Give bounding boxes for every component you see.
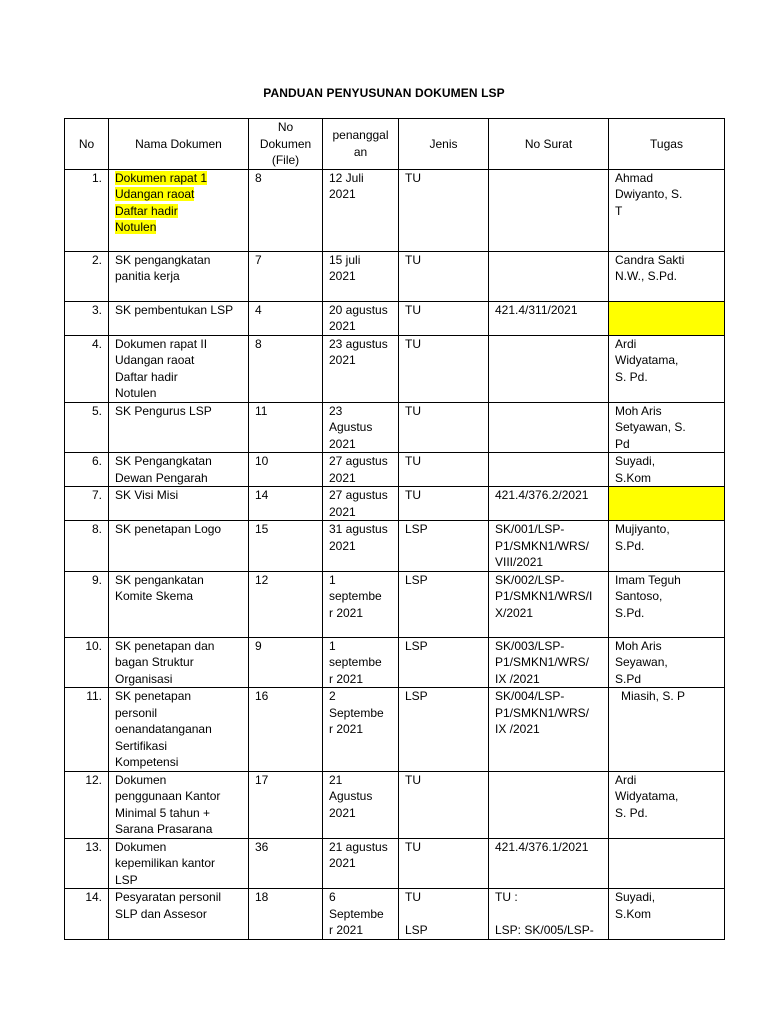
document-type <box>399 335 489 402</box>
document-date <box>323 771 399 838</box>
file-number: 9 <box>249 637 323 688</box>
document-date-line: 21 agustus <box>329 839 388 854</box>
assigned-person <box>609 771 725 838</box>
assigned-person-line: Setyawan, S. <box>615 420 686 434</box>
document-name-line: Sertifikasi <box>115 738 168 753</box>
letter-number <box>489 301 609 335</box>
document-name-line: Dewan Pengarah <box>115 470 208 485</box>
document-name-line <box>115 186 242 203</box>
document-name-line: SK Pengurus LSP <box>115 403 212 418</box>
document-date-line: 2 <box>329 689 336 703</box>
document-type <box>399 402 489 453</box>
document-name-line: Dokumen <box>115 772 167 787</box>
file-number: 17 <box>249 771 323 838</box>
document-date <box>323 169 399 251</box>
letter-number <box>489 521 609 572</box>
row-number: 3. <box>65 301 109 335</box>
document-name-line: Dokumen <box>115 839 167 854</box>
assigned-person <box>609 838 725 889</box>
letter-number-line: IX /2021 <box>495 722 540 736</box>
letter-number-line <box>495 906 602 922</box>
letter-number <box>489 251 609 301</box>
document-type <box>399 487 489 521</box>
assigned-person-line: Ardi <box>615 336 637 351</box>
table-row <box>65 453 725 487</box>
document-title: PANDUAN PENYUSUNAN DOKUMEN LSP <box>263 86 505 100</box>
letter-number <box>489 402 609 453</box>
table-row <box>65 301 725 335</box>
document-type <box>399 301 489 335</box>
assigned-person <box>609 301 725 335</box>
assigned-person-line: Moh Aris <box>615 403 662 418</box>
document-name-line: Daftar hadir <box>115 369 178 384</box>
assigned-person <box>609 688 725 772</box>
document-type <box>399 771 489 838</box>
letter-number <box>489 335 609 402</box>
document-date <box>323 838 399 889</box>
table-row <box>65 771 725 838</box>
document-name <box>109 251 249 301</box>
file-number: 18 <box>249 889 323 940</box>
document-date-line: r 2021 <box>329 605 364 620</box>
table-body <box>65 169 725 939</box>
letter-number-line: X/2021 <box>495 605 534 620</box>
letter-number-line: P1/SMKN1/WRS/ <box>495 655 590 669</box>
document-name-line: oenandatanganan <box>115 722 212 736</box>
assigned-person-line: Seyawan, <box>615 655 668 669</box>
table-row <box>65 571 725 637</box>
document-date <box>323 637 399 688</box>
document-date-line: 2021 <box>329 187 356 201</box>
header-penanggalan-line: penanggal <box>332 128 389 143</box>
document-name-line: Sarana Prasarana <box>115 822 213 836</box>
document-type <box>399 838 489 889</box>
document-name-line-highlight: Notulen <box>115 220 157 234</box>
document-date-line: 20 agustus <box>329 302 388 317</box>
assigned-person-line: Ahmad <box>615 170 654 185</box>
assigned-person-line: S.Kom <box>615 470 652 485</box>
header-no-dokumen <box>249 119 323 170</box>
header-no-surat: No Surat <box>489 119 609 170</box>
table-row <box>65 688 725 772</box>
assigned-person <box>609 335 725 402</box>
document-name-line-highlight: Daftar hadir <box>115 203 178 218</box>
letter-number <box>489 688 609 772</box>
document-type <box>399 688 489 772</box>
document-date <box>323 251 399 301</box>
assigned-person-line: N.W., S.Pd. <box>615 269 678 283</box>
header-penanggalan-line: an <box>353 144 368 159</box>
assigned-person <box>609 487 725 521</box>
document-type-line: TU <box>405 454 421 468</box>
file-number: 8 <box>249 335 323 402</box>
document-type <box>399 637 489 688</box>
document-date-line: 23 <box>329 403 343 418</box>
assigned-person-line: S.Pd. <box>615 605 645 620</box>
document-date-line: 31 agustus <box>329 522 388 536</box>
document-date <box>323 688 399 772</box>
document-name-line: SLP dan Assesor <box>115 906 207 921</box>
document-type-line: TU <box>405 839 421 854</box>
document-date-line: r 2021 <box>329 671 364 686</box>
assigned-person <box>609 169 725 251</box>
document-name-line: Dokumen rapat II <box>115 336 208 351</box>
file-number: 11 <box>249 402 323 453</box>
assigned-person-line: Mujiyanto, <box>615 522 670 536</box>
table-row <box>65 251 725 301</box>
assigned-person <box>609 571 725 637</box>
document-date-line: 2021 <box>329 856 356 870</box>
document-date-line: Septembe <box>329 906 384 921</box>
document-name-line <box>115 219 242 236</box>
document-date-line: 2021 <box>329 353 356 367</box>
letter-number-line: SK/004/LSP- <box>495 689 565 703</box>
document-date-line: 2021 <box>329 436 356 451</box>
document-name <box>109 889 249 940</box>
document-date-line: 2021 <box>329 319 356 333</box>
document-name <box>109 571 249 637</box>
document-date-line: 2021 <box>329 538 356 553</box>
letter-number-line: 421.4/376.2/2021 <box>495 488 589 502</box>
document-date-line: Agustus <box>329 420 373 434</box>
header-no-dokumen-line: Dokumen <box>259 136 312 151</box>
row-number: 11. <box>65 688 109 772</box>
assigned-person-line: S.Pd. <box>615 538 645 553</box>
document-name <box>109 637 249 688</box>
assigned-person-line: Suyadi, <box>615 890 656 904</box>
assigned-person-line: Miasih, S. P <box>621 689 686 703</box>
document-type-line: TU <box>405 170 421 185</box>
document-type <box>399 889 489 940</box>
document-type-line: LSP <box>405 522 428 536</box>
document-name-line-highlight: Dokumen rapat 1 <box>115 170 208 185</box>
document-name-line: SK pengangkatan <box>115 252 211 267</box>
header-no-dokumen-line: No <box>277 120 294 134</box>
file-number: 7 <box>249 251 323 301</box>
assigned-person <box>609 402 725 453</box>
document-name-line: SK pengankatan <box>115 572 204 587</box>
document-type <box>399 453 489 487</box>
letter-number-line: TU : <box>495 890 518 904</box>
assigned-person-line: Santoso, <box>615 589 663 603</box>
document-name-line: Organisasi <box>115 671 173 686</box>
document-date <box>323 571 399 637</box>
row-number: 6. <box>65 453 109 487</box>
row-number: 10. <box>65 637 109 688</box>
document-name-line: Pesyaratan personil <box>115 890 222 904</box>
document-name <box>109 402 249 453</box>
assigned-person-line: Candra Sakti <box>615 252 685 267</box>
letter-number-line: VIII/2021 <box>495 555 544 569</box>
document-name-line: LSP <box>115 872 138 887</box>
document-name-line: personil <box>115 705 158 720</box>
letter-number-line: SK/001/LSP- <box>495 522 565 536</box>
letter-number-line: 421.4/376.1/2021 <box>495 839 589 854</box>
document-date-line: 27 agustus <box>329 454 388 468</box>
letter-number-line: LSP: SK/005/LSP- <box>495 922 594 937</box>
document-date-line: Agustus <box>329 789 373 803</box>
file-number: 8 <box>249 169 323 251</box>
assigned-person <box>609 637 725 688</box>
document-type-line: LSP <box>405 638 428 653</box>
document-date <box>323 487 399 521</box>
row-number: 1. <box>65 169 109 251</box>
row-number: 13. <box>65 838 109 889</box>
document-date-line: 12 Juli <box>329 170 364 185</box>
document-type-line <box>405 906 482 922</box>
document-name-line: Minimal 5 tahun + <box>115 805 211 820</box>
row-number: 4. <box>65 335 109 402</box>
document-name-line: SK pembentukan LSP <box>115 302 234 317</box>
assigned-person-line: Ardi <box>615 772 637 787</box>
document-type-line: LSP <box>405 689 428 703</box>
document-name <box>109 771 249 838</box>
assigned-person-line: Widyatama, <box>615 353 679 367</box>
document-table <box>64 118 725 940</box>
letter-number <box>489 838 609 889</box>
document-name-line: penggunaan Kantor <box>115 789 221 803</box>
file-number: 15 <box>249 521 323 572</box>
assigned-person-line: Suyadi, <box>615 454 656 468</box>
letter-number <box>489 571 609 637</box>
assigned-person-line: S.Pd <box>615 671 642 686</box>
document-date-line: 2021 <box>329 805 356 820</box>
document-name <box>109 487 249 521</box>
document-date-line: 1 <box>329 638 336 653</box>
row-number: 14. <box>65 889 109 940</box>
header-nama-dokumen: Nama Dokumen <box>109 119 249 170</box>
document-name <box>109 521 249 572</box>
document-date <box>323 453 399 487</box>
document-date-line: 21 <box>329 772 343 787</box>
document-name-line: SK Visi Misi <box>115 488 179 502</box>
document-name-line: kepemilikan kantor <box>115 856 216 870</box>
document-name-line <box>115 203 242 220</box>
document-name-line: panitia kerja <box>115 269 180 283</box>
document-type-line: TU <box>405 772 421 787</box>
document-name-line: SK penetapan Logo <box>115 522 222 536</box>
header-tugas: Tugas <box>609 119 725 170</box>
file-number: 10 <box>249 453 323 487</box>
assigned-person-line: Widyatama, <box>615 789 679 803</box>
row-number: 12. <box>65 771 109 838</box>
header-no-dokumen-line: (File) <box>271 153 300 167</box>
document-type <box>399 521 489 572</box>
letter-number <box>489 453 609 487</box>
document-date-line: septembe <box>329 589 382 603</box>
table-row <box>65 169 725 251</box>
table-row <box>65 402 725 453</box>
document-name-line: Udangan raoat <box>115 353 195 367</box>
row-number: 2. <box>65 251 109 301</box>
document-date-line: 1 <box>329 572 336 587</box>
assigned-person-line: S.Kom <box>615 906 652 921</box>
header-no: No <box>65 119 109 170</box>
assigned-person-line: S. Pd. <box>615 369 648 384</box>
letter-number <box>489 169 609 251</box>
file-number: 36 <box>249 838 323 889</box>
document-name-line: Notulen <box>115 386 157 400</box>
document-date <box>323 521 399 572</box>
document-name <box>109 301 249 335</box>
assigned-person <box>609 889 725 940</box>
assigned-person-line: Pd <box>615 436 630 451</box>
table-row <box>65 637 725 688</box>
letter-number <box>489 487 609 521</box>
assigned-person-line: Moh Aris <box>615 638 662 653</box>
letter-number-line: P1/SMKN1/WRS/ <box>495 538 590 553</box>
header-jenis: Jenis <box>399 119 489 170</box>
document-type-line: TU <box>405 403 421 418</box>
document-date-line: 2021 <box>329 504 356 519</box>
document-date-line: 15 juli <box>329 252 361 267</box>
document-date-line: 2021 <box>329 470 356 485</box>
assigned-person <box>609 521 725 572</box>
letter-number-line: P1/SMKN1/WRS/ <box>495 705 590 720</box>
document-name-line-highlight: Udangan raoat <box>115 187 195 201</box>
table-row <box>65 487 725 521</box>
document-date <box>323 301 399 335</box>
document-name <box>109 453 249 487</box>
file-number: 12 <box>249 571 323 637</box>
document-date-line: septembe <box>329 655 382 669</box>
assigned-person-line: T <box>615 203 623 218</box>
document-date-line: 23 agustus <box>329 336 388 351</box>
letter-number-line: 421.4/311/2021 <box>495 302 578 317</box>
document-type <box>399 169 489 251</box>
document-name <box>109 169 249 251</box>
row-number: 5. <box>65 402 109 453</box>
table-header-row <box>65 119 725 170</box>
table-row <box>65 838 725 889</box>
document-type-line: TU <box>405 488 421 502</box>
document-type-line: LSP <box>405 572 428 587</box>
assigned-person-line: S. Pd. <box>615 805 648 820</box>
document-type-line: TU <box>405 336 421 351</box>
document-type-line: TU <box>405 252 421 267</box>
document-type-line: TU <box>405 302 421 317</box>
document-type-line: TU <box>405 890 421 904</box>
document-date <box>323 402 399 453</box>
document-date-line: Septembe <box>329 705 384 720</box>
letter-number-line: P1/SMKN1/WRS/I <box>495 589 593 603</box>
letter-number-line: SK/003/LSP- <box>495 638 565 653</box>
document-date-line: 27 agustus <box>329 488 388 502</box>
assigned-person-line: Imam Teguh <box>615 572 681 587</box>
document-type <box>399 571 489 637</box>
row-number: 9. <box>65 571 109 637</box>
document-name-line: Kompetensi <box>115 755 179 769</box>
document-name-line: SK penetapan dan <box>115 638 215 653</box>
assigned-person-line: Dwiyanto, S. <box>615 187 683 201</box>
document-name-line: bagan Struktur <box>115 655 194 669</box>
letter-number <box>489 771 609 838</box>
document-date-line: 2021 <box>329 269 356 283</box>
document-date <box>323 889 399 940</box>
document-name <box>109 335 249 402</box>
table-row <box>65 521 725 572</box>
letter-number-line: SK/002/LSP- <box>495 572 565 587</box>
document-name <box>109 838 249 889</box>
document-date-line: r 2021 <box>329 923 364 937</box>
document-date <box>323 335 399 402</box>
file-number: 14 <box>249 487 323 521</box>
assigned-person <box>609 251 725 301</box>
document-name-line: SK Pengangkatan <box>115 454 212 468</box>
row-number: 8. <box>65 521 109 572</box>
assigned-person <box>609 453 725 487</box>
letter-number <box>489 637 609 688</box>
table-row <box>65 335 725 402</box>
document-name-line <box>115 170 242 187</box>
letter-number <box>489 889 609 940</box>
document-name-line: SK penetapan <box>115 689 192 703</box>
row-number: 7. <box>65 487 109 521</box>
file-number: 4 <box>249 301 323 335</box>
document-date-line: 6 <box>329 890 336 904</box>
document-type <box>399 251 489 301</box>
file-number: 16 <box>249 688 323 772</box>
header-penanggalan <box>323 119 399 170</box>
document-date-line: r 2021 <box>329 722 364 736</box>
document-name <box>109 688 249 772</box>
document-name-line: Komite Skema <box>115 589 194 603</box>
letter-number-line: IX /2021 <box>495 671 540 686</box>
table-row <box>65 889 725 940</box>
document-type-line: LSP <box>405 922 428 937</box>
